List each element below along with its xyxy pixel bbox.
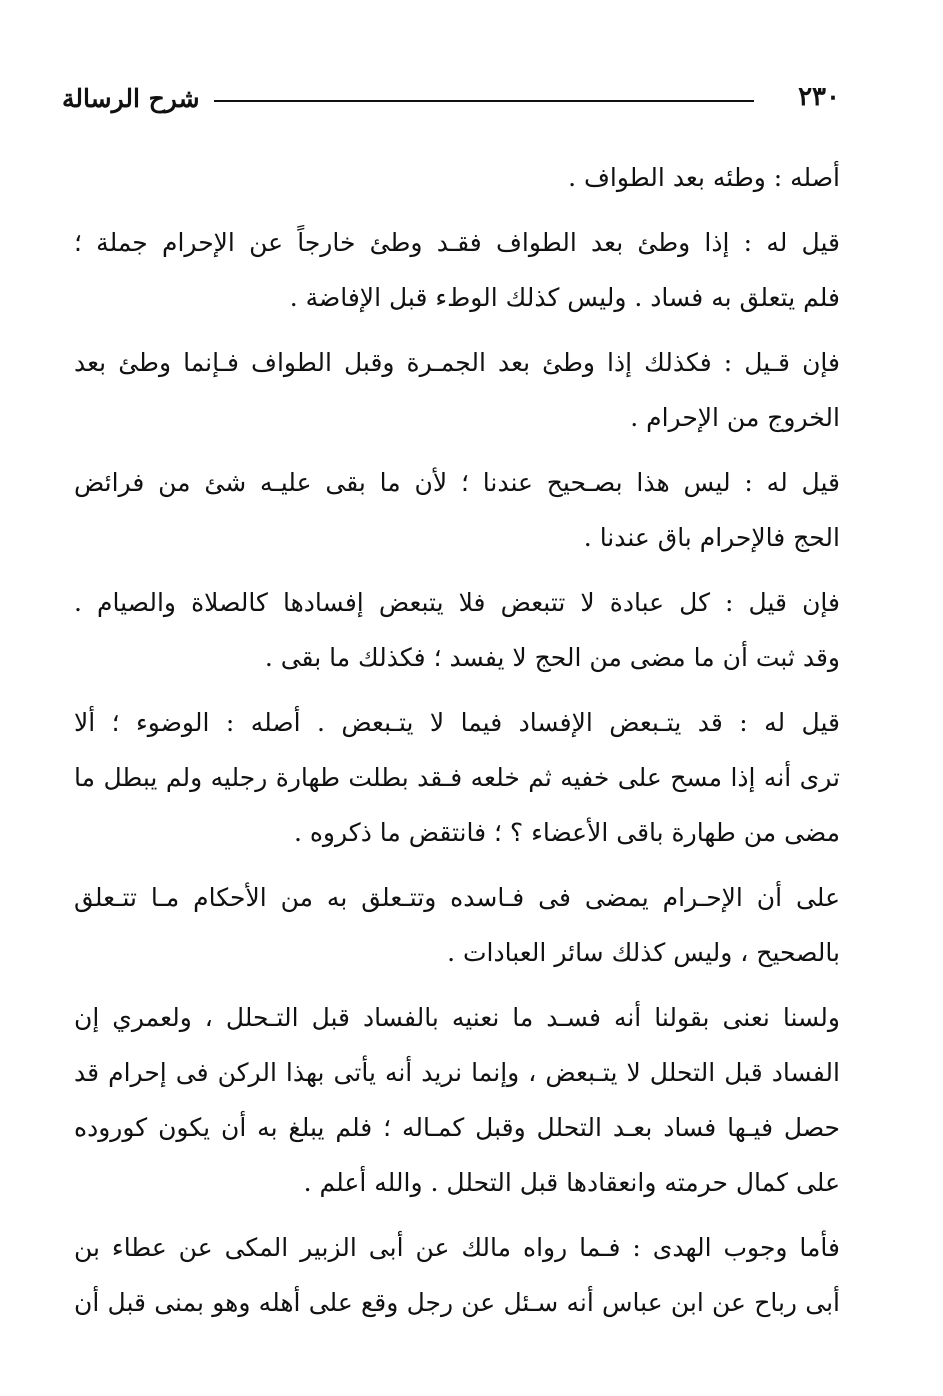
text-line: فأما وجوب الهدى : فـما رواه مالك عن أبى الزبير المكى عن عطاء بن xyxy=(74,1233,840,1262)
running-header xyxy=(62,80,840,120)
paragraph xyxy=(74,215,840,325)
text-line: قيل له : إذا وطئ بعد الطواف فقـد وطئ خارجاً عن الإحرام جملة ؛ xyxy=(74,228,840,257)
book-title: شرح الرسالة xyxy=(62,84,200,113)
text-line: وقد ثبت أن ما مضى من الحج لا يفسد ؛ فكذلك ما بقى . xyxy=(264,643,840,672)
paragraph xyxy=(74,150,840,205)
paragraph xyxy=(74,1220,840,1330)
paragraph xyxy=(74,695,840,860)
paragraph xyxy=(74,575,840,685)
text-line: حصل فيـها فساد بعـد التحلل وقبل كمـاله ؛ فلم يبلغ به أن يكون كوروده xyxy=(74,1113,840,1142)
paragraph xyxy=(74,870,840,980)
text-line: بالصحيح ، وليس كذلك سائر العبادات . xyxy=(447,938,840,967)
text-line: قيل له : قد يتـبعض الإفساد فيما لا يتـبعض . أصله : الوضوء ؛ ألا xyxy=(74,708,840,737)
paragraph xyxy=(74,455,840,565)
text-line: الفساد قبل التحلل لا يتـبعض ، وإنما نريد أنه يأتى بهذا الركن فى إحرام قد xyxy=(74,1058,840,1087)
text-line: الحج فالإحرام باق عندنا . xyxy=(583,523,840,552)
text-line: قيل له : ليس هذا بصـحيح عندنا ؛ لأن ما بقى عليـه شئ من فرائض xyxy=(74,468,840,497)
paragraph xyxy=(74,990,840,1210)
text-line: فإن قيل : كل عبادة لا تتبعض فلا يتبعض إفسادها كالصلاة والصيام . xyxy=(74,588,840,617)
text-line: فلم يتعلق به فساد . وليس كذلك الوطء قبل الإفاضة . xyxy=(289,283,840,312)
text-line: على كمال حرمته وانعقادها قبل التحلل . والله أعلم . xyxy=(303,1168,840,1197)
text-line: ولسنا نعنى بقولنا أنه فسـد ما نعنيه بالفساد قبل التـحلل ، ولعمري إن xyxy=(74,1003,840,1032)
text-line: أصله : وطئه بعد الطواف . xyxy=(568,163,840,192)
text-line: ترى أنه إذا مسح على خفيه ثم خلعه فـقد بطلت طهارة رجليه ولم يبطل ما xyxy=(74,763,840,792)
text-line: أبى رباح عن ابن عباس أنه سـئل عن رجل وقع على أهله وهو بمنى قبل أن xyxy=(74,1288,840,1317)
body-text xyxy=(74,150,840,1340)
paragraph xyxy=(74,335,840,445)
text-line: على أن الإحـرام يمضى فى فـاسده وتتـعلق به من الأحكام مـا تتـعلق xyxy=(74,883,840,912)
page-number: ٢٣٠ xyxy=(798,82,840,112)
text-line: مضى من طهارة باقى الأعضاء ؟ ؛ فانتقض ما ذكروه . xyxy=(293,818,840,847)
text-line: الخروج من الإحرام . xyxy=(630,403,840,432)
header-rule xyxy=(214,100,754,102)
text-line: فإن قـيل : فكذلك إذا وطئ بعد الجمـرة وقبل الطواف فـإنما وطئ بعد xyxy=(74,348,840,377)
